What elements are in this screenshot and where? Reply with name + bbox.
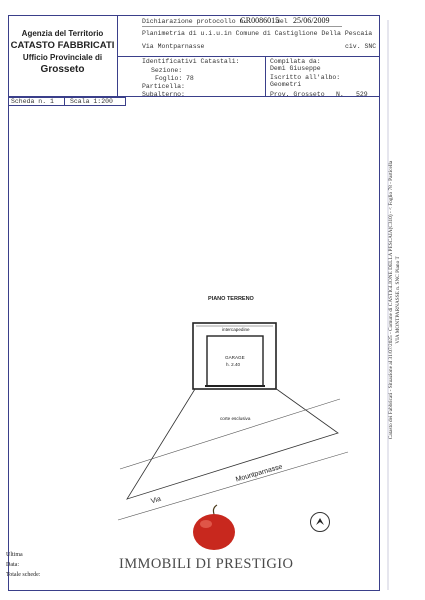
office-name: Ufficio Provinciale di bbox=[22, 53, 103, 62]
street-line-2 bbox=[118, 452, 348, 520]
sezione-label: Sezione: bbox=[151, 67, 183, 74]
north-compass-icon bbox=[310, 512, 330, 532]
iscritto-label: Iscritto all'albo: bbox=[270, 74, 341, 81]
plan-title: PIANO TERRENO bbox=[208, 296, 254, 302]
compiler-name: Demi Giuseppe bbox=[270, 65, 321, 72]
courtyard-label: corte esclusiva bbox=[220, 416, 251, 421]
subalterno-label: Subalterno: bbox=[142, 91, 185, 98]
planimetria-label: Planimetria di u.i.u.in Comune di Castiglione Della Pescaia bbox=[142, 30, 373, 37]
civic-number: civ. SNC bbox=[345, 43, 377, 50]
data-label: Data: bbox=[6, 562, 19, 568]
address: Via Montparnasse bbox=[142, 43, 205, 50]
side-registry-text: Catasto dei Fabbricati - Situazione al 31/07/2025 - Comune di CASTIGLIONE DELLA PESCAIA(C310) - < Foglio 78 - Particella VIA MONTPARNASSE n. SNC Piano T bbox=[388, 160, 401, 440]
n-label: N. bbox=[336, 91, 344, 98]
n-value: 529 bbox=[356, 91, 368, 98]
garage-label: GARAGE bbox=[225, 355, 245, 360]
office-city: Grosseto bbox=[40, 64, 85, 75]
lot-boundary bbox=[127, 388, 338, 499]
identificativi-title: Identificativi Catastali: bbox=[142, 58, 240, 65]
street-name: Mountparnasse bbox=[234, 463, 284, 484]
brand-watermark: IMMOBILI DI PRESTIGIO bbox=[119, 556, 294, 572]
scheda-label: Scheda n. 1 bbox=[11, 98, 54, 105]
garage-height: h. 2.40 bbox=[226, 362, 241, 367]
agency-name: Agenzia del Territorio bbox=[21, 29, 104, 38]
apple-logo bbox=[193, 514, 235, 550]
foglio-label: Foglio: bbox=[155, 75, 183, 82]
province-label: Prov. Grosseto bbox=[270, 91, 325, 98]
via-label: Via bbox=[150, 495, 162, 506]
protocol-number: GR0086015 bbox=[240, 16, 280, 25]
scale-label: Scala 1:200 bbox=[70, 98, 113, 105]
albo-value: Geometri bbox=[270, 81, 302, 88]
footer-labels bbox=[6, 550, 40, 580]
compilata-label: Compilata da: bbox=[270, 58, 321, 65]
total-sheets-label: Totale schede: bbox=[6, 572, 41, 578]
declaration-date: 25/06/2009 bbox=[293, 16, 330, 25]
intercapedine-label: intercapedine bbox=[222, 327, 250, 332]
garage-outline bbox=[207, 336, 263, 386]
particella-label: Particella: bbox=[142, 83, 185, 90]
foglio-value: 78 bbox=[186, 75, 194, 82]
ultima-label: Ultima bbox=[6, 552, 23, 558]
del-label: del bbox=[276, 18, 288, 25]
registry-name: CATASTO FABBRICATI bbox=[10, 40, 115, 51]
declaration-label: Dichiarazione protocollo n. bbox=[142, 18, 248, 25]
street-line-1 bbox=[120, 399, 340, 469]
